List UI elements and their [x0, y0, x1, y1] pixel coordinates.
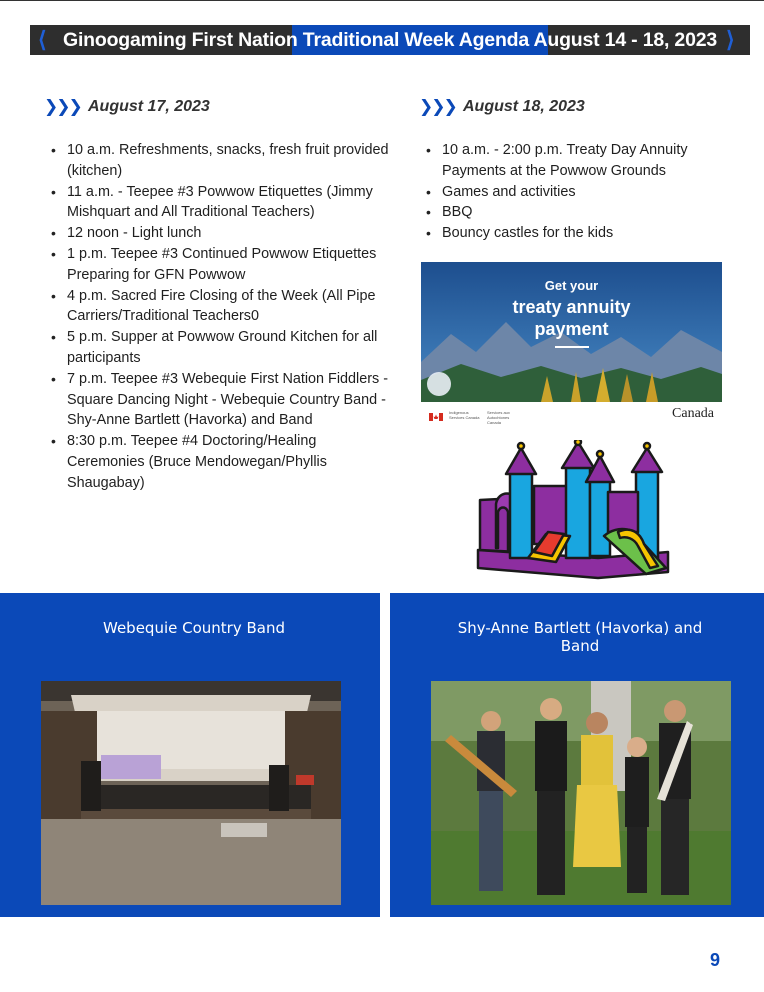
banner-title: Ginoogaming First Nation Traditional Week Agenda August 14 - 18, 2023: [62, 29, 718, 51]
hall-stage-image: [41, 681, 341, 905]
ad-line-treaty-annuity: treaty annuity: [512, 297, 631, 317]
list-item: • Games and activities: [419, 182, 739, 203]
webequie-band-panel: [0, 593, 380, 917]
shy-anne-band-panel: [390, 593, 764, 917]
ad-divider: [555, 346, 589, 348]
treaty-annuity-ad: [421, 262, 722, 430]
bouncy-castle-icon: [468, 440, 676, 582]
ad-dept-english: Indigenous Services Canada: [449, 410, 480, 420]
canada-wordmark: Canada: [672, 406, 714, 421]
date-heading: [44, 95, 389, 119]
triple-chevron-icon: ❯❯❯: [44, 97, 81, 117]
ad-dept-french: Services aux Autochtones Canada: [487, 410, 510, 425]
canada-flag-icon: [429, 413, 443, 421]
date-text: August 18, 2023: [463, 98, 585, 115]
panel-title: Shy-Anne Bartlett (Havorka) and Band: [457, 619, 703, 655]
list-item: • BBQ: [419, 202, 739, 223]
title-banner: [30, 25, 750, 55]
august-18-section: [419, 95, 739, 244]
ad-sky-background: [421, 262, 722, 402]
top-rule: [0, 0, 764, 1]
list-item: • 1 p.m. Teepee #3 Continued Powwow Etiquettes Preparing for GFN Powwow: [44, 244, 389, 286]
band-image: [431, 681, 731, 905]
agenda-list: [44, 140, 389, 494]
page-number: 9: [709, 950, 720, 970]
list-item: • 11 a.m. - Teepee #3 Powwow Etiquettes (Jimmy Mishquart and All Traditional Teachers): [44, 182, 389, 224]
panel-title: Webequie Country Band: [103, 619, 285, 637]
list-item: • 5 p.m. Supper at Powwow Ground Kitchen for all participants: [44, 327, 389, 369]
list-item: • 12 noon - Light lunch: [44, 223, 389, 244]
date-heading: [419, 95, 739, 119]
agenda-list: [419, 140, 739, 244]
date-text: August 17, 2023: [88, 98, 210, 115]
list-item: • 10 a.m. - 2:00 p.m. Treaty Day Annuity Payments at the Powwow Grounds: [419, 140, 739, 182]
ad-line-get-your: Get your: [544, 278, 599, 293]
list-item: • 8:30 p.m. Teepee #4 Doctoring/Healing Ceremonies (Bruce Mendowegan/Phyllis Shaugabay): [44, 431, 389, 493]
list-item: • 7 p.m. Teepee #3 Webequie First Nation Fiddlers - Square Dancing Night - Webequie Country Band - Shy-Anne Bartlett (Havorka) and Band: [44, 369, 389, 431]
left-bracket-icon: ⟨: [38, 27, 47, 52]
list-item: • Bouncy castles for the kids: [419, 223, 739, 244]
triple-chevron-icon: ❯❯❯: [419, 97, 456, 117]
right-bracket-icon: ⟩: [726, 27, 735, 52]
list-item: • 10 a.m. Refreshments, snacks, fresh fruit provided (kitchen): [44, 140, 389, 182]
ad-line-payment: payment: [534, 319, 609, 339]
band-photo: [431, 681, 731, 905]
august-17-section: [44, 95, 389, 494]
hall-stage-photo: [41, 681, 341, 905]
list-item: • 4 p.m. Sacred Fire Closing of the Week (All Pipe Carriers/Traditional Teachers0: [44, 286, 389, 328]
ad-footer: [421, 402, 722, 430]
